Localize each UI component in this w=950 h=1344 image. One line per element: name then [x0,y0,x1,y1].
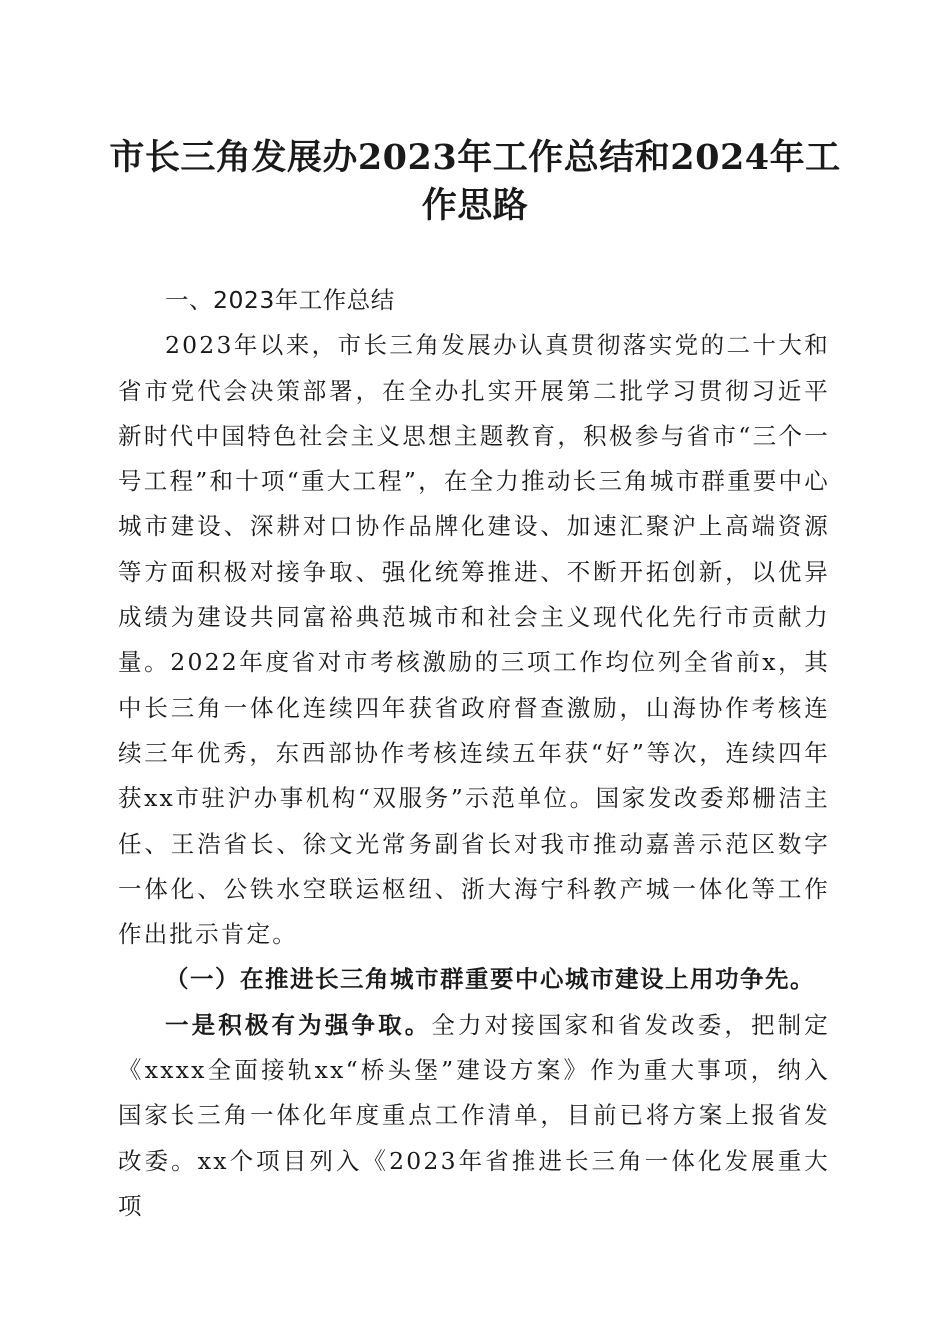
point-text: 全力对接国家和省发改委，把制定《xxxx全面接轨xx“桥头堡”建设方案》作为重大事项，纳入国家长三角一体化年度重点工作清单，目前已将方案上报省发改委。xx个项目列入《2023年省推进长三角一体化发展重大项 [118,1010,830,1220]
document-title: 市长三角发展办2023年工作总结和2024年工作思路 [109,137,841,226]
intro-paragraph: 2023年以来，市长三角发展办认真贯彻落实党的二十大和省市党代会决策部署，在全办扎实开展第二批学习贯彻习近平新时代中国特色社会主义思想主题教育，积极参与省市“三个一号工程”和十项“重大工程”，在全力推动长三角城市群重要中心城市建设、深耕对口协作品牌化建设、加速汇聚沪上高端资源等方面积极对接争取、强化统筹推进、不断开拓创新，以优异成绩为建设共同富裕典范城市和社会主义现代化先行市贡献力量。2022年度省对市考核激励的三项工作均位列全省前x，其中长三角一体化连续四年获省政府督查激励，山海协作考核连续三年优秀，东西部协作考核连续五年获“好”等次，连续四年获xx市驻沪办事机构“双服务”示范单位。国家发改委郑栅洁主任、王浩省长、徐文光常务副省长对我市推动嘉善示范区数字一体化、公铁水空联运枢纽、浙大海宁科教产城一体化等工作作出批示肯定。 [118,331,830,949]
point-lead: 一是积极有为强争取。 [165,1010,432,1039]
subsection-heading: （一）在推进长三角城市群重要中心城市建设上用功争先。 [165,965,815,994]
document-body [118,278,830,1229]
point-paragraph [118,1003,830,1229]
section-heading: 一、2023年工作总结 [165,286,395,314]
